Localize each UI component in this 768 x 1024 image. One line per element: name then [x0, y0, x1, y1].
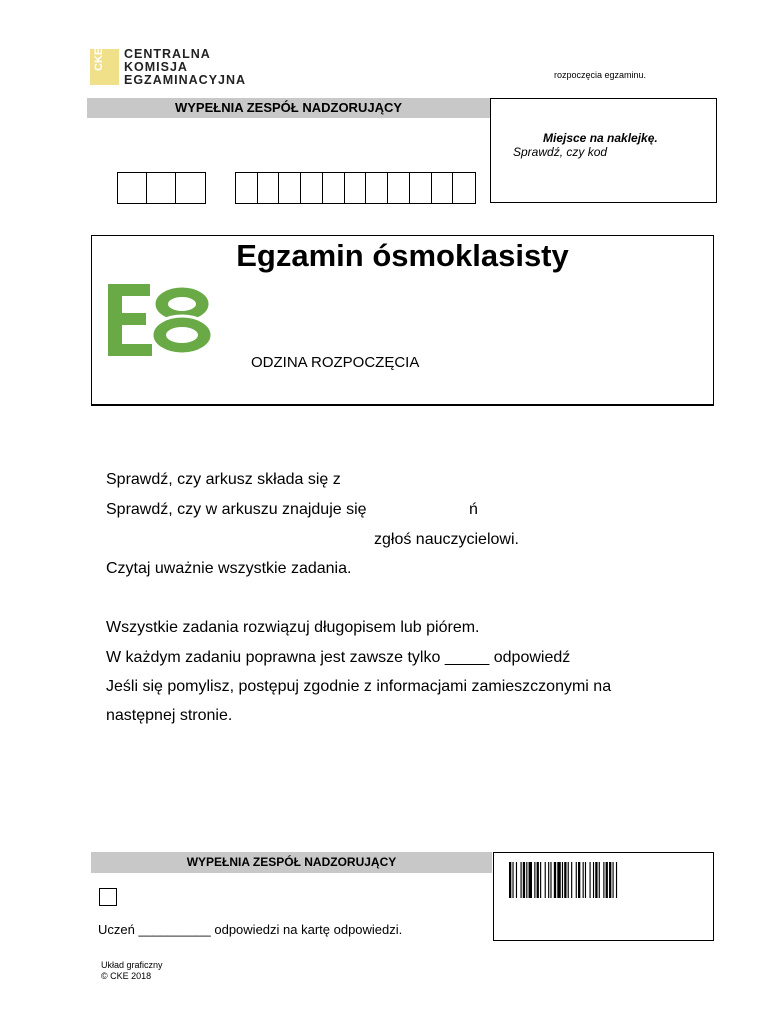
exam-title: Egzamin ósmoklasisty [236, 238, 569, 273]
code-cell[interactable] [147, 173, 176, 203]
pesel-cell[interactable] [410, 173, 432, 203]
instruction-2-cont: zgłoś nauczycielowi. [374, 531, 519, 548]
instruction-5: W każdym zadaniu poprawna jest zawsze tylko _____ odpowiedź [106, 649, 571, 666]
logo-mark-text: CKE [93, 47, 105, 71]
logo-line-2: KOMISJA [124, 60, 188, 74]
pesel-cell[interactable] [323, 173, 345, 203]
footer-line-1: Układ graficzny [101, 960, 163, 970]
instruction-6: Jeśli się pomylisz, postępuj zgodnie z informacjami zamieszczonymi na [106, 678, 612, 695]
pesel-field[interactable] [235, 172, 476, 204]
instruction-2: Sprawdź, czy w arkuszu znajduje się [106, 501, 367, 518]
student-answer-line: Uczeń __________ odpowiedzi na kartę odpowiedzi. [98, 922, 403, 937]
pesel-cell[interactable] [388, 173, 410, 203]
pesel-cell[interactable] [432, 173, 454, 203]
start-hour-label: ODZINA ROZPOCZĘCIA [251, 354, 420, 371]
code-cell[interactable] [176, 173, 205, 203]
pesel-cell[interactable] [345, 173, 367, 203]
instruction-2-tail: ń [469, 501, 478, 518]
pesel-cell[interactable] [301, 173, 323, 203]
supervisor-bar-bottom: WYPEŁNIA ZESPÓŁ NADZORUJĄCY [91, 852, 492, 873]
logo-line-3: EGZAMINACYJNA [124, 73, 247, 87]
e8-logo [108, 284, 214, 356]
instruction-6-cont: następnej stronie. [106, 707, 233, 724]
code-cell[interactable] [118, 173, 147, 203]
pesel-cell[interactable] [366, 173, 388, 203]
transfer-checkbox[interactable] [99, 888, 117, 906]
exam-title-box [91, 235, 714, 406]
cke-logo-mark [90, 49, 119, 85]
footer [101, 960, 163, 982]
sticker-title: Miejsce na naklejkę. [543, 131, 658, 145]
sticker-subtitle: Sprawdź, czy kod [513, 145, 608, 159]
cke-logo-text [124, 48, 246, 87]
sticker-area [490, 98, 717, 203]
pesel-cell[interactable] [453, 173, 475, 203]
student-code-field[interactable] [117, 172, 206, 204]
barcode-area [493, 852, 714, 941]
instruction-3: Czytaj uważnie wszystkie zadania. [106, 560, 352, 577]
footer-line-2: © CKE 2018 [101, 971, 152, 981]
pesel-cell[interactable] [258, 173, 280, 203]
barcode-icon [509, 862, 709, 898]
instruction-4: Wszystkie zadania rozwiązuj długopisem lub piórem. [106, 619, 480, 636]
pesel-cell[interactable] [236, 173, 258, 203]
logo-line-1: CENTRALNA [124, 47, 211, 61]
instruction-1: Sprawdź, czy arkusz składa się z [106, 471, 341, 488]
pesel-cell[interactable] [279, 173, 301, 203]
supervisor-bar-top: WYPEŁNIA ZESPÓŁ NADZORUJĄCY [87, 98, 490, 118]
top-note: rozpoczęcia egzaminu. [554, 70, 647, 80]
